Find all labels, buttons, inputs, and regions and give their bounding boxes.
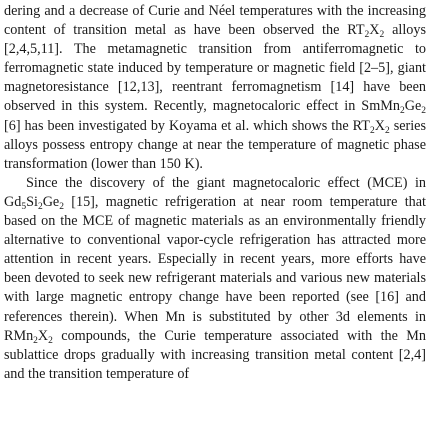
subscript: 5 [21,201,27,212]
text-run: Since the discovery of the giant magnetocaloric effect (MCE) in Gd [4,174,426,210]
subscript: 2 [59,201,64,212]
subscript: 2 [379,30,385,41]
text-run: X [374,117,385,134]
body-paragraph-2 [4,174,426,384]
text-run: compounds, the Curie temperature associated with the Mn sublattice drops gradually with increasing transition metal content [2,4] and the transition temperature of [4,327,426,382]
subscript: 2 [421,106,426,117]
text-run: [6] has been investigated by Koyama et al. which shows the RT [4,117,370,134]
subscript: 2 [399,106,405,117]
subscript: 2 [37,201,43,212]
text-run: X [369,22,380,39]
body-paragraph-1 [4,2,426,174]
document-page [4,2,426,384]
subscript: 2 [48,335,53,346]
text-run: Si [26,193,38,210]
text-run: series alloys possess entropy change at near the temperature of magnetic phase transformation (lower than 150 K). [4,117,426,172]
text-run: dering and a decrease of Curie and Néel temperatures with the increasing content of transition metal as have been observed the RT [4,3,426,39]
subscript: 2 [33,335,38,346]
subscript: 2 [364,30,370,41]
subscript: 2 [384,125,390,136]
text-run: Ge [404,98,422,115]
subscript: 2 [369,125,375,136]
text-run: Ge [42,193,60,210]
text-run: alloys [2,4,5,11]. The metamagnetic transition from antiferromagnetic to ferromagnetic state induced by temperature or magnetic field [2–5], giant magnetoresistance [12,13], reentrant ferromagnetism [14] have been observed in this system. Recently, magnetocaloric effect in SmMn [4,22,427,115]
text-run: X [37,327,49,344]
text-run: [15], magnetic refrigeration at near room temperature that based on the MCE of magnetic materials as an environmentally friendly alternative to conventional vapor-cycle refrigeration has attracted more attention in recent years. Especially in recent years, more efforts have been devoted to seek new refrigerant materials and various new materials with large magnetic entropy change have been reported (see [16] and references therein). When Mn is substituted by other 3d elements in RMn [4,193,426,344]
